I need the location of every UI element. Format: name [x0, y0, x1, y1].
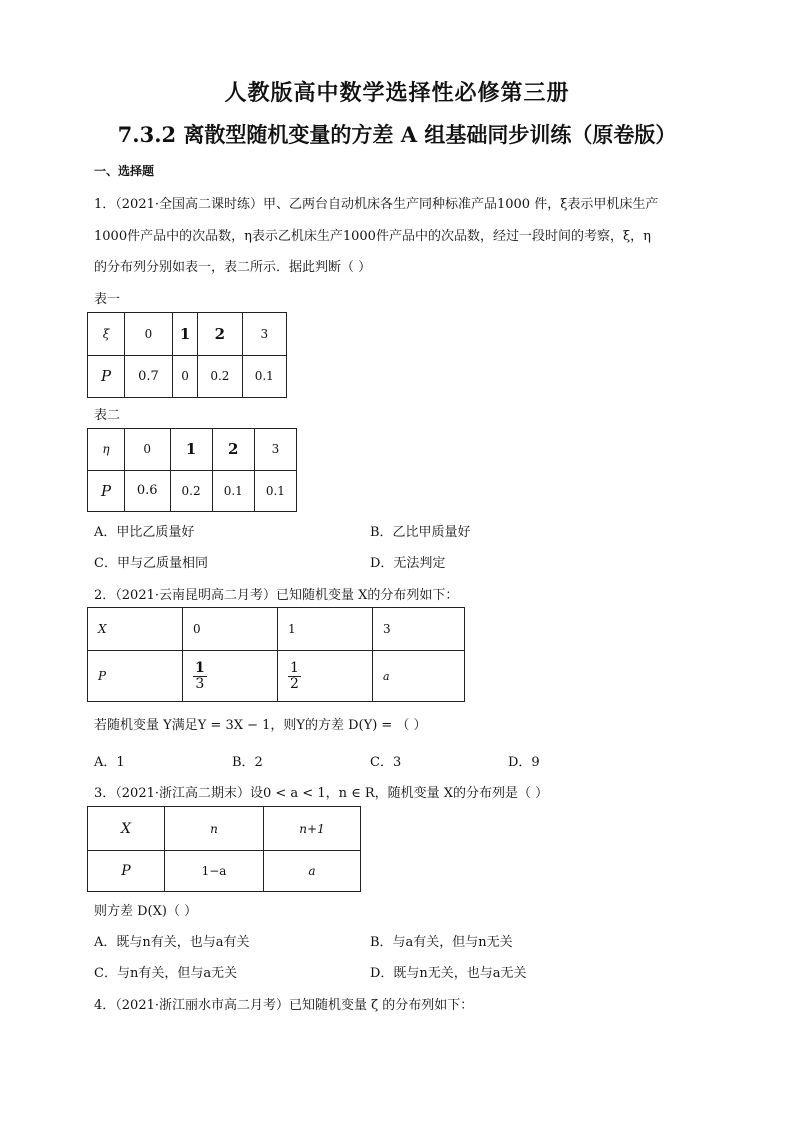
q3-option-d: D．既与n无关，也与a无关: [370, 966, 527, 981]
q3-table-cell: P: [88, 851, 165, 892]
q2-table-cell: 3: [373, 608, 465, 651]
q1-line-3: 的分布列分别如表一，表二所示．据此判断（ ）: [94, 260, 372, 275]
table1-cell: 2: [198, 313, 242, 356]
table1-cell: 0: [125, 313, 173, 356]
document-subtitle: 7.3.2 离散型随机变量的方差 A 组基础同步训练（原卷版）: [117, 122, 677, 147]
table-1: [87, 312, 287, 398]
q2-option-d: D．9: [508, 755, 540, 770]
q3-option-b: B．与a有关，但与n无关: [370, 935, 513, 950]
q1-option-b: B．乙比甲质量好: [370, 525, 471, 540]
q4-line-1: 4．（2021·浙江丽水市高二月考）已知随机变量 ζ 的分布列如下：: [94, 998, 474, 1013]
table1-cell: P: [88, 355, 125, 398]
fraction-numerator: 1: [290, 659, 299, 676]
fraction-denominator: 2: [290, 675, 299, 692]
q3-table-cell: 1−a: [165, 851, 264, 892]
table1-cell: 1: [172, 313, 197, 356]
table2-cell: 2: [212, 429, 254, 471]
section-title: 一、选择题: [94, 164, 155, 178]
table2-cell: 1: [170, 429, 212, 471]
table2-cell: 0.2: [170, 470, 212, 512]
q2-table-cell: [183, 651, 278, 702]
q3-table-cell: n: [165, 807, 264, 851]
q2-option-c: C．3: [370, 755, 402, 770]
fraction-denominator: 3: [195, 675, 205, 692]
q2-table-cell: [278, 651, 373, 702]
q3-table-cell: X: [88, 807, 165, 851]
fraction-one-half: [288, 661, 301, 692]
q1-line-2: 1000件产品中的次品数，η表示乙机床生产1000件产品中的次品数，经过一段时间的考察，ξ，η: [94, 229, 651, 244]
table1-label: 表一: [94, 292, 121, 307]
fraction-numerator: 1: [195, 659, 205, 676]
table2-cell: 0.1: [212, 470, 254, 512]
table-q2: [87, 607, 465, 702]
q3-option-a: A．既与n有关，也与a有关: [94, 935, 250, 950]
q1-line-1: 1．（2021·全国高二课时练）甲、乙两台自动机床各生产同种标准产品1000 件，ξ表示甲机床生产: [94, 197, 659, 212]
q2-line-1: 2．（2021·云南昆明高二月考）已知随机变量 X的分布列如下：: [94, 588, 459, 603]
table2-cell: 3: [254, 429, 296, 471]
fraction-one-third: [193, 661, 207, 692]
table2-cell: η: [88, 429, 125, 471]
table2-cell: 0.1: [254, 470, 296, 512]
q2-option-b: B．2: [232, 755, 263, 770]
table2-cell: 0: [125, 429, 171, 471]
q3-option-c: C．与n有关，但与a无关: [94, 966, 238, 981]
q1-option-a: A．甲比乙质量好: [94, 525, 195, 540]
q1-option-d: D．无法判定: [370, 556, 446, 571]
q2-table-cell: X: [88, 608, 183, 651]
table1-cell: 0.2: [198, 355, 242, 398]
q2-table-cell: 0: [183, 608, 278, 651]
table1-cell: 0.7: [125, 355, 173, 398]
table1-cell: 0.1: [242, 355, 286, 398]
q2-table-cell: 1: [278, 608, 373, 651]
table2-label: 表二: [94, 408, 121, 423]
q3-line-1: 3．（2021·浙江高二期末）设0 < a < 1，n ∈ R，随机变量 X的分布列是（ ）: [94, 786, 549, 801]
q3-table-cell: a: [264, 851, 361, 892]
table-q3: [87, 806, 361, 892]
q2-table-cell: a: [373, 651, 465, 702]
table-2: [87, 428, 297, 512]
q2-option-a: A．1: [94, 755, 125, 770]
table1-cell: 0: [172, 355, 197, 398]
q3-line-2: 则方差 D(X)（ ）: [94, 904, 198, 919]
q1-option-c: C．甲与乙质量相同: [94, 556, 208, 571]
document-title: 人教版高中数学选择性必修第三册: [224, 80, 570, 106]
q3-table-cell: n+1: [264, 807, 361, 851]
table2-cell: 0.6: [125, 470, 171, 512]
table1-cell: ξ: [88, 313, 125, 356]
table2-cell: P: [88, 470, 125, 512]
q2-table-cell: P: [88, 651, 183, 702]
table1-cell: 3: [242, 313, 286, 356]
q2-line-2: 若随机变量 Y满足Y = 3X − 1，则Y的方差 D(Y) = （ ）: [94, 718, 427, 733]
